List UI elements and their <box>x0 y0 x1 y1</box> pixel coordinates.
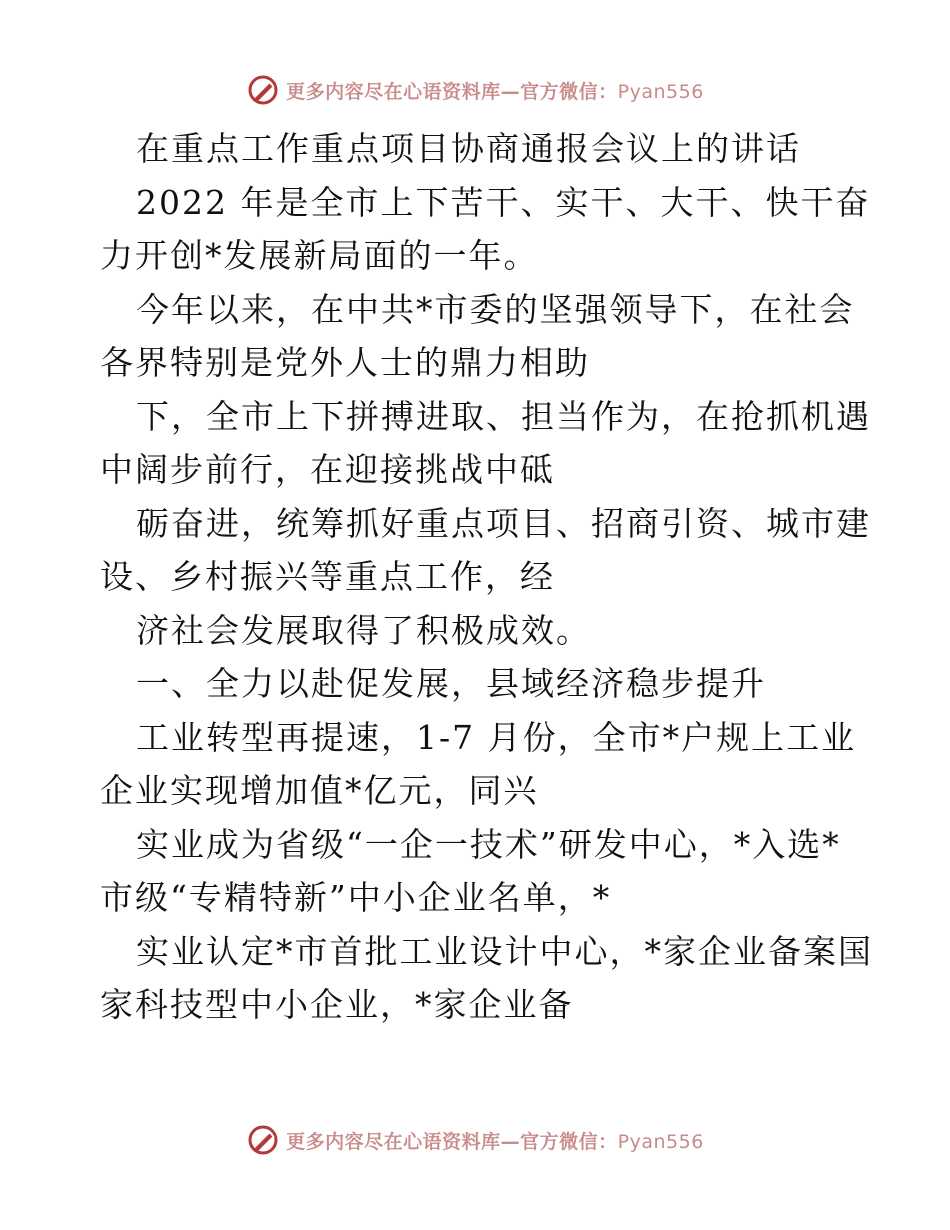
text-line: 市级“专精特新”中小企业名单，* <box>100 878 612 917</box>
header-watermark-banner <box>0 70 950 110</box>
text-line: 2022 年是全市上下苦干、实干、大干、快干奋 <box>136 182 871 222</box>
text-line: 实业成为省级“一企一技术”研发中心，*入选* <box>136 824 841 864</box>
banner-text-cn: 更多内容尽在心语资料库—官方微信： <box>286 80 618 103</box>
text-line: 企业实现增加值*亿元，同兴 <box>100 771 539 810</box>
footer-watermark-banner <box>0 1120 950 1160</box>
text-line: 工业转型再提速，1-7 月份，全市*户规上工业 <box>136 717 857 757</box>
document-body <box>100 122 873 1032</box>
text-line: 设、乡村振兴等重点工作，经 <box>100 557 555 596</box>
text-line: 济社会发展取得了积极成效。 <box>136 610 591 650</box>
banner-text-cn: 更多内容尽在心语资料库—官方微信： <box>286 1130 618 1153</box>
text-line: 下，全市上下拼搏进取、担当作为，在抢抓机遇 <box>136 396 871 436</box>
text-line: 实业认定*市首批工业设计中心，*家企业备案国 <box>136 931 873 971</box>
banner-text-en: Pyan556 <box>617 1130 704 1153</box>
pen-logo-icon <box>246 1123 280 1157</box>
text-line: 力开创*发展新局面的一年。 <box>100 236 539 275</box>
text-line: 中阔步前行，在迎接挑战中砥 <box>100 450 555 489</box>
text-line: 今年以来，在中共*市委的坚强领导下，在社会 <box>136 289 855 329</box>
text-line: 家科技型中小企业，*家企业备 <box>100 985 574 1024</box>
text-line: 砺奋进，统筹抓好重点项目、招商引资、城市建 <box>136 503 871 543</box>
text-line: 在重点工作重点项目协商通报会议上的讲话 <box>136 129 801 168</box>
banner-text-en: Pyan556 <box>617 80 704 103</box>
text-line: 一、全力以赴促发展，县域经济稳步提升 <box>136 664 766 703</box>
text-line: 各界特别是党外人士的鼎力相助 <box>100 343 590 382</box>
pen-logo-icon <box>246 73 280 107</box>
